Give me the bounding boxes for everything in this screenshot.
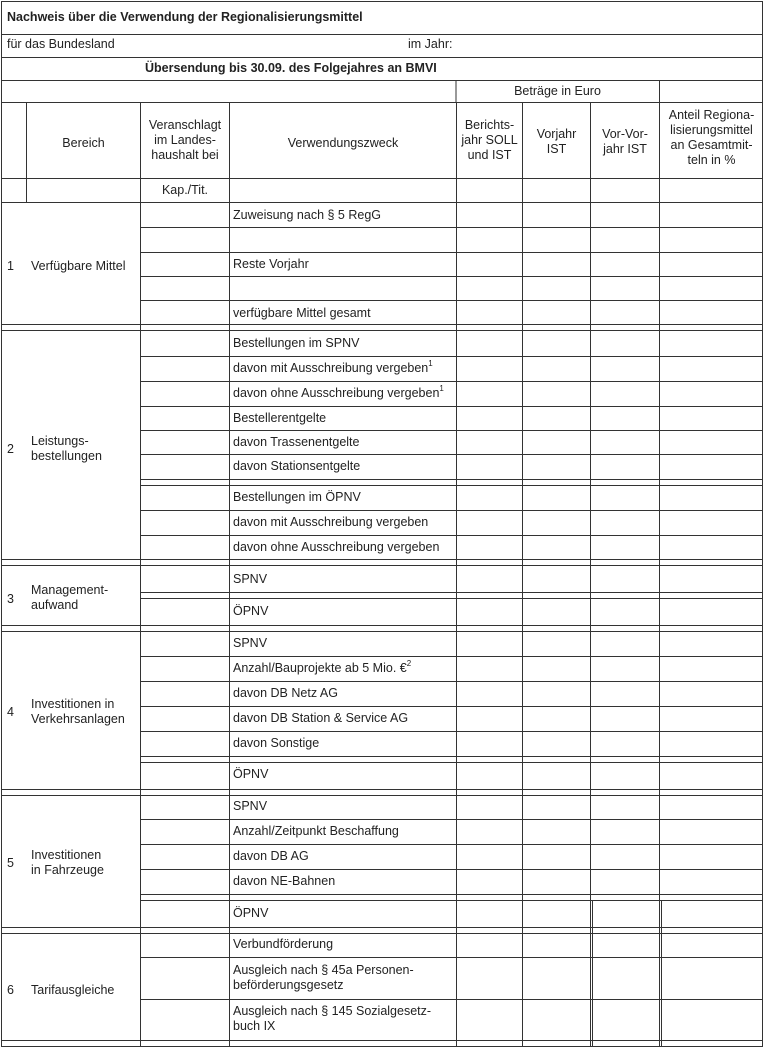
section-4-number: 4: [7, 705, 14, 719]
row-label: ÖPNV: [233, 767, 269, 781]
row-label: Anzahl/Zeitpunkt Beschaffung: [233, 824, 399, 838]
row-label: davon ohne Ausschreibung vergeben$^1$: [233, 383, 444, 400]
jahr-label: im Jahr:: [408, 37, 453, 51]
section-3-name: Management- aufwand: [31, 583, 109, 612]
row-label: davon mit Ausschreibung vergeben$^1$: [233, 358, 433, 375]
row-label: ÖPNV: [233, 906, 269, 920]
row-label: Bestellerentgelte: [233, 411, 327, 425]
row-label: davon DB AG: [233, 849, 309, 863]
row-label: davon Sonstige: [233, 736, 320, 750]
bundesland-label: für das Bundesland: [7, 37, 115, 51]
form-title: Nachweis über die Verwendung der Regionalisierungsmittel: [7, 10, 363, 24]
row-label: SPNV: [233, 636, 268, 650]
col-berichtsjahr: Berichts- jahr SOLL und IST: [461, 118, 518, 162]
row-label: Anzahl/Bauprojekte ab 5 Mio. €$^2$: [233, 658, 412, 675]
col-vorvorjahr: Vor-Vor- jahr IST: [602, 127, 648, 156]
row-label: Bestellungen im ÖPNV: [233, 490, 361, 504]
section-4-name: Investitionen in Verkehrsanlagen: [31, 697, 125, 726]
col-bereich: Bereich: [62, 136, 105, 150]
row-label: davon mit Ausschreibung vergeben: [233, 515, 429, 529]
col-anteil: Anteil Regiona- lisierungsmittel an Gesamtmit- teln in %: [668, 108, 755, 167]
section-6-name: Tarifausgleiche: [31, 983, 115, 997]
section-5-number: 5: [7, 856, 14, 870]
row-label: davon ohne Ausschreibung vergeben: [233, 540, 440, 554]
section-1-name: Verfügbare Mittel: [31, 259, 126, 273]
col-verwendungszweck: Verwendungszweck: [287, 136, 399, 150]
section-5-name: Investitionen in Fahrzeuge: [31, 848, 104, 877]
row-label: Zuweisung nach § 5 RegG: [233, 208, 382, 222]
row-label: ÖPNV: [233, 604, 269, 618]
section-6-number: 6: [7, 983, 14, 997]
row-label: SPNV: [233, 799, 268, 813]
row-label: Verbundförderung: [233, 937, 334, 951]
col-kap-tit: Kap./Tit.: [161, 183, 209, 197]
deadline-note: Übersendung bis 30.09. des Folgejahres an BMVI: [145, 61, 437, 75]
section-2-name: Leistungs- bestellungen: [31, 434, 102, 463]
row-label: Reste Vorjahr: [233, 257, 309, 271]
section-3-number: 3: [7, 592, 14, 606]
col-vorjahr: Vorjahr IST: [536, 127, 577, 156]
row-label: davon NE-Bahnen: [233, 874, 336, 888]
row-label: SPNV: [233, 572, 268, 586]
section-1-number: 1: [7, 259, 14, 273]
col-veranschlagt: Veranschlagt im Landes- haushalt bei: [148, 118, 222, 162]
amounts-group-header: Beträge in Euro: [514, 84, 601, 98]
row-label: davon DB Netz AG: [233, 686, 338, 700]
row-label: verfügbare Mittel gesamt: [233, 306, 371, 320]
section-2-number: 2: [7, 442, 14, 456]
row-label: davon Trassenentgelte: [233, 435, 360, 449]
row-label: davon DB Station & Service AG: [233, 711, 409, 725]
row-label: Ausgleich nach § 45a Personen- beförderungsgesetz: [233, 963, 414, 992]
row-label: Ausgleich nach § 145 Sozialgesetz- buch IX: [233, 1004, 432, 1033]
row-label: davon Stationsentgelte: [233, 459, 361, 473]
row-label: Bestellungen im SPNV: [233, 336, 360, 350]
